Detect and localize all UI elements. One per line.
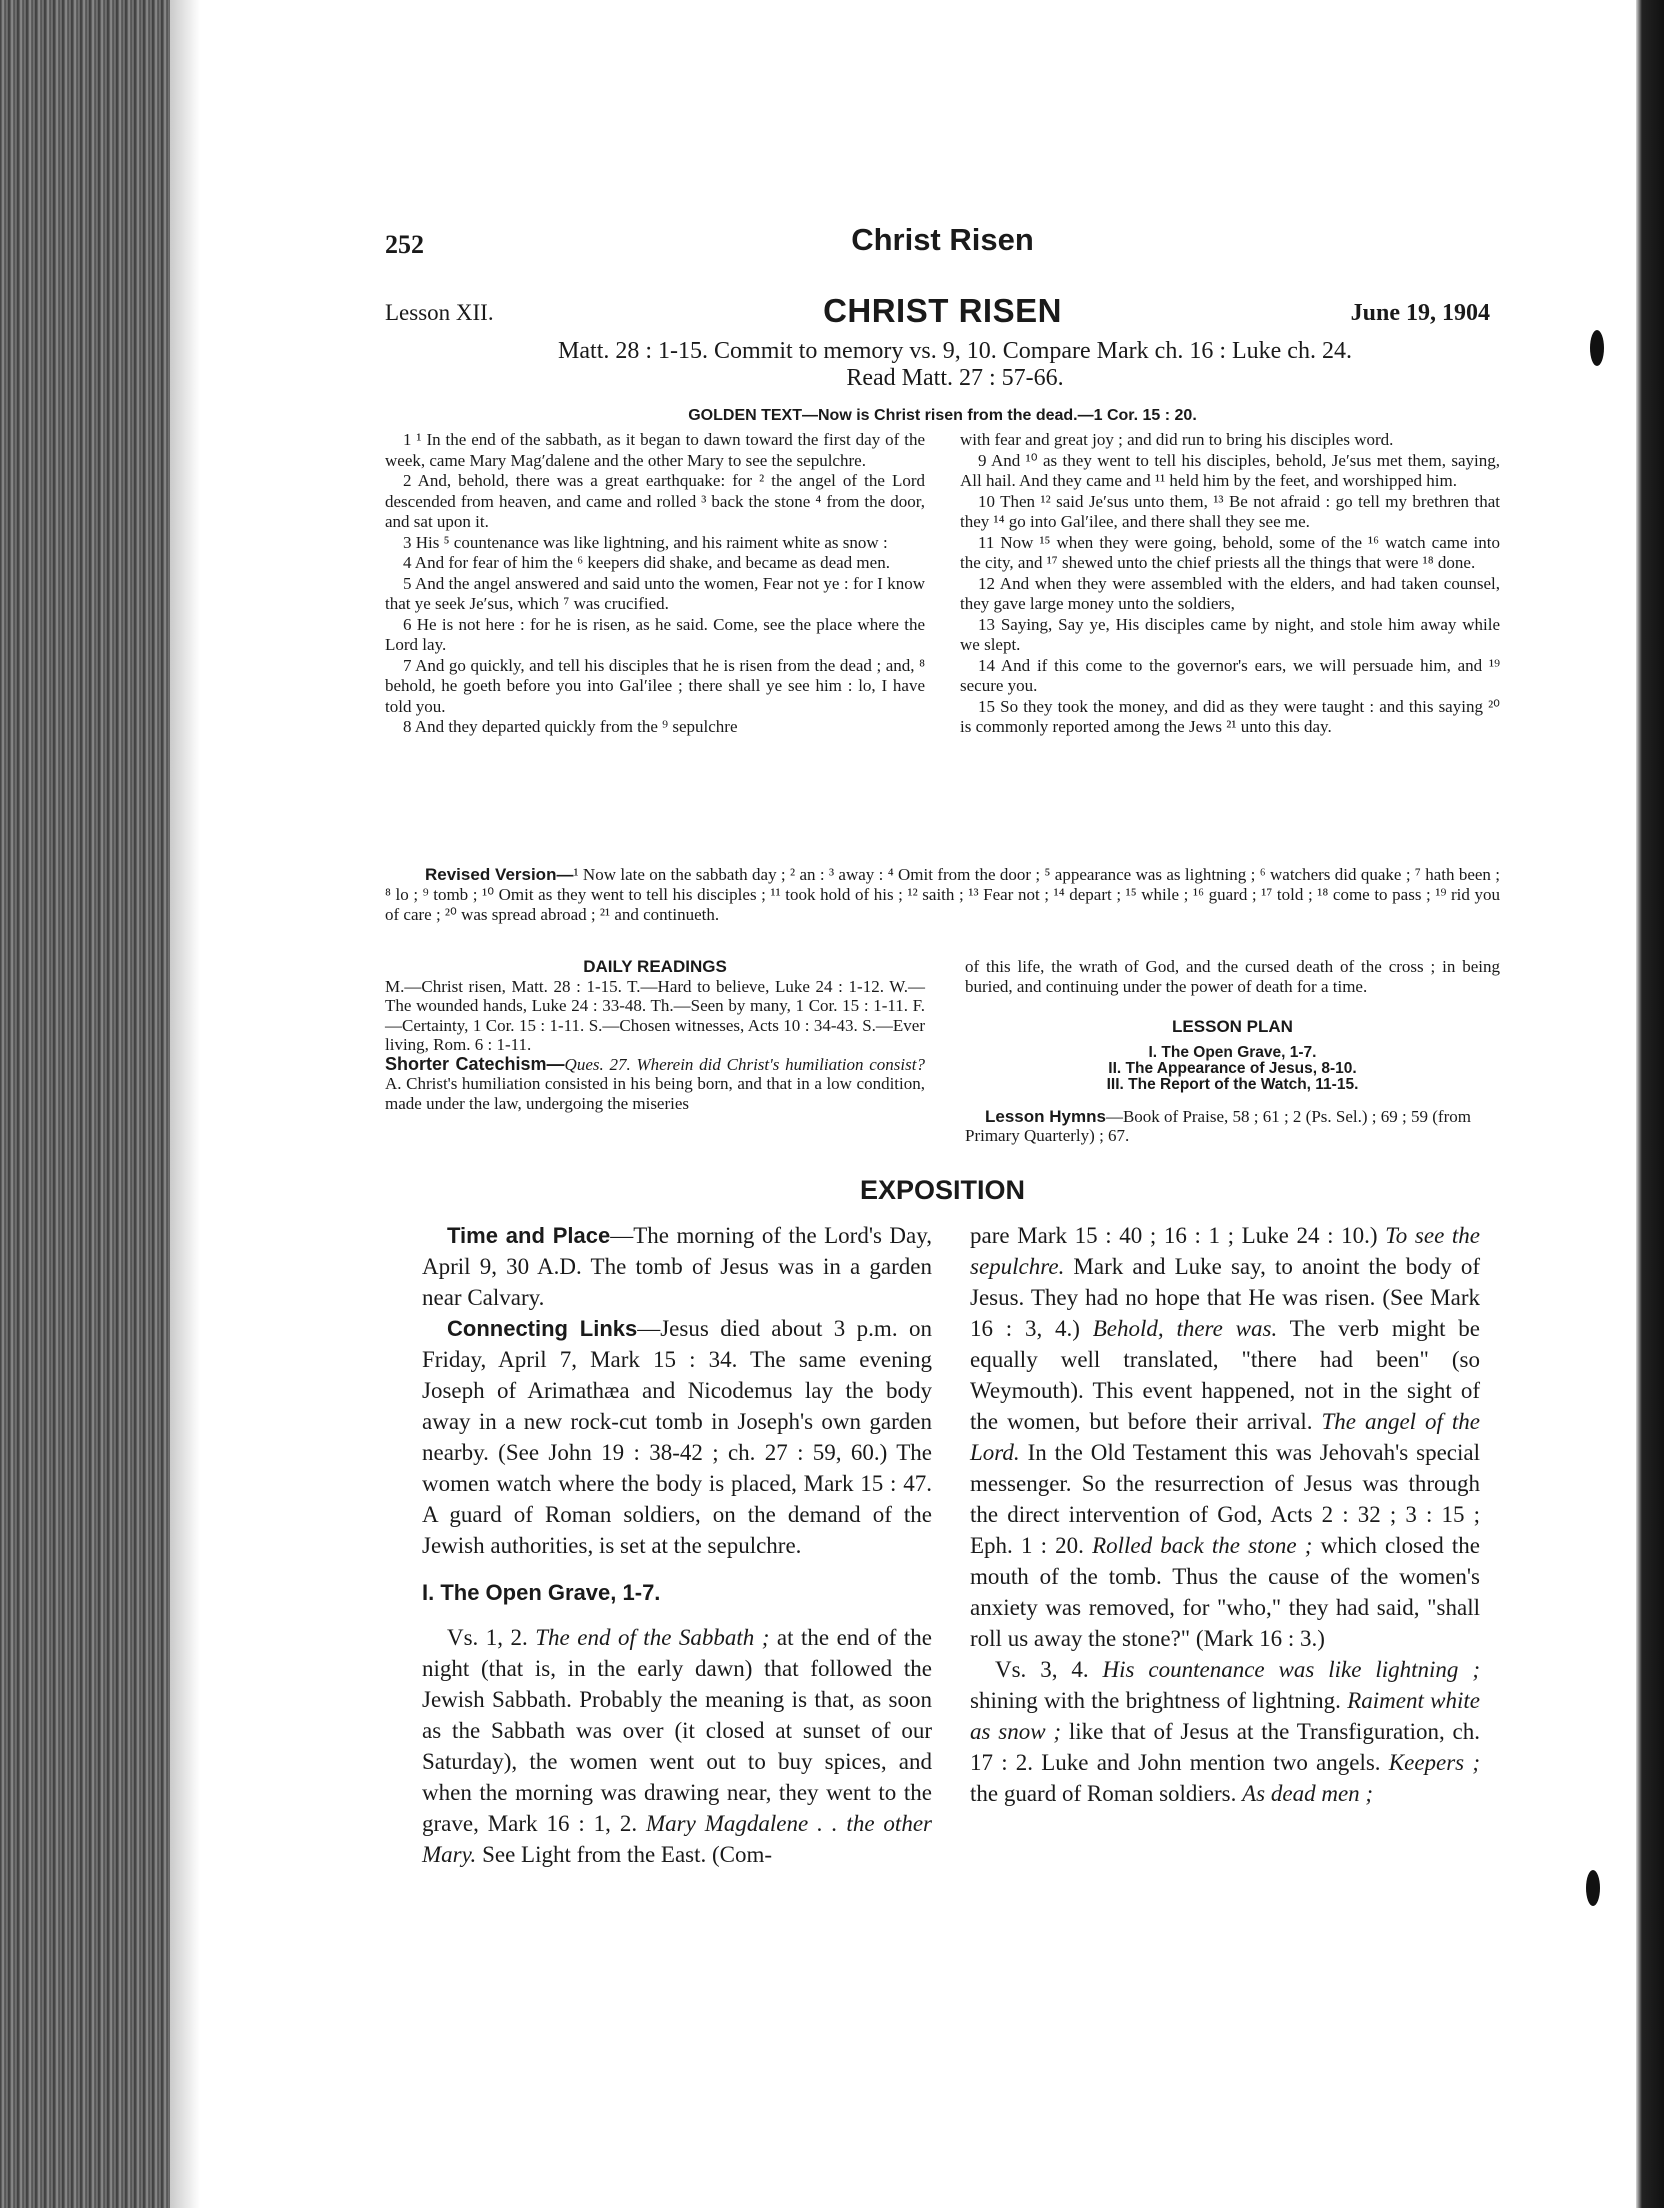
quoted-phrase: Rolled back the stone ; <box>1092 1533 1313 1558</box>
comment-text: The verb might be equally well translated, "there had been" (so Weymouth). This event happened, not in the sight of the women, but before their arrival. <box>970 1316 1480 1434</box>
facing-page-edge <box>1636 0 1664 2208</box>
exposition-right-column <box>970 1220 1480 1809</box>
hymns-label: Lesson Hymns <box>985 1107 1106 1126</box>
links-text: —Jesus died about 3 p.m. on Friday, April 7, Mark 15 : 34. The same evening Joseph of Arimathæa and Nicodemus lay the body away in a new rock-cut tomb in Joseph's own garden nearby. (See John 19 : 38-42 ; ch. 27 : 59, 60.) The women watch where the body is placed, Mark 15 : 47. A guard of Roman soldiers, on the demand of the Jewish authorities, is set at the sepulchre. <box>422 1316 932 1558</box>
verse: 15 So they took the money, and did as they were taught : and this saying ²⁰ is commonly reported among the Jews ²¹ unto this day. <box>960 696 1500 736</box>
scripture-reference <box>440 338 1470 392</box>
verse: 14 And if this come to the governor's ears, we will persuade him, and ¹⁹ secure you. <box>960 655 1500 695</box>
time-text: —The morning of the Lord's Day, April 9, 30 A.D. The tomb of Jesus was in a garden near Calvary. <box>422 1223 932 1310</box>
verse-ref: Vs. 3, 4. <box>995 1657 1103 1682</box>
quoted-phrase: To see the sepulchre. <box>970 1223 1480 1279</box>
verse: 7 And go quickly, and tell his disciples that he is risen from the dead ; and, ⁸ behold, he goeth before you into Gal′ilee ; there shall ye see him : lo, I have told you. <box>385 655 925 716</box>
links-label: Connecting Links <box>447 1316 638 1341</box>
comment-text: which closed the mouth of the tomb. Thus the cause of the women's anxiety was removed, for "who," they had said, "shall roll us away the stone?" (Mark 16 : 3.) <box>970 1533 1480 1651</box>
binding-hole-top <box>1590 330 1604 366</box>
revised-version-label: Revised Version— <box>425 865 574 884</box>
exposition-left-column <box>422 1220 932 1870</box>
comment-text: Mark and Luke say, to anoint the body of Jesus. They had no hope that He was risen. (See Mark 16 : 3, 4.) <box>970 1254 1480 1341</box>
verse: 10 Then ¹² said Je′sus unto them, ¹³ Be not afraid : go tell my brethren that they ¹⁴ go into Gal′ilee, and there shall they see me. <box>960 491 1500 531</box>
shorter-catechism <box>385 1055 925 1114</box>
verses-1-2-comment <box>422 1622 932 1870</box>
verse-ref: Vs. 1, 2. <box>447 1625 536 1650</box>
daily-readings-heading: DAILY READINGS <box>583 957 727 976</box>
quoted-phrase: Behold, there was. <box>1092 1316 1278 1341</box>
quoted-phrase: Raiment white as snow ; <box>970 1688 1480 1744</box>
catechism-label: Shorter Catechism— <box>385 1053 565 1074</box>
running-head <box>385 220 1500 260</box>
comment-text: like that of Jesus at the Transfiguration, ch. 17 : 2. Luke and John mention two angels. <box>970 1719 1480 1775</box>
quoted-phrase: As dead men ; <box>1242 1781 1374 1806</box>
comment-text: shining with the brightness of lightning. <box>970 1688 1348 1713</box>
binding-hole-bottom <box>1586 1870 1600 1906</box>
catechism-question: Ques. 27. Wherein did Christ's humiliation consist? <box>564 1054 925 1074</box>
verses-right-column <box>960 430 1500 738</box>
lesson-plan-item: II. The Appearance of Jesus, 8-10. <box>1108 1060 1357 1077</box>
comment-text: See Light from the East. (Com- <box>476 1842 773 1867</box>
lesson-hymns <box>965 1107 1500 1145</box>
verse: 6 He is not here : for he is risen, as he said. Come, see the place where the Lord lay. <box>385 614 925 654</box>
catechism-answer: A. Christ's humiliation consisted in his being born, and that in a low condition, made under the law, undergoing the miseries <box>385 1074 925 1113</box>
verse: 2 And, behold, there was a great earthquake: for ² the angel of the Lord descended from heaven, and came and rolled ³ back the stone ⁴ from the door, and sat upon it. <box>385 471 925 531</box>
lesson-plan-item: III. The Report of the Watch, 11-15. <box>1106 1076 1359 1093</box>
verse: 3 His ⁵ countenance was like lightning, and his raiment white as snow : <box>403 532 888 552</box>
daily-readings-text: M.—Christ risen, Matt. 28 : 1-15. T.—Hard to believe, Luke 24 : 1-12. W.—The wounded hands, Luke 24 : 33-48. Th.—Seen by many, 1 Cor. 15 : 1-11. F.—Certainty, 1 Cor. 15 : 1-11. S.—Chosen witnesses, Acts 10 : 34-43. S.—Ever living, Rom. 6 : 1-11. <box>385 976 925 1054</box>
scripture-line-2: Read Matt. 27 : 57-66. <box>846 365 1064 391</box>
daily-readings <box>385 957 925 1113</box>
book-page-edges <box>0 0 170 2208</box>
revised-version-text: ¹ Now late on the sabbath day ; ² an : ³ away : ⁴ Omit from the door ; ⁵ appearance was as lightning ; ⁶ watchers did quake ; ⁷ hath been ; ⁸ lo ; ⁹ tomb ; ¹⁰ Omit as they went to tell his disciples ; ¹¹ took hold of his ; ¹² saith ; ¹³ Fear not ; ¹⁴ depart ; ¹⁵ while ; ¹⁶ guard ; ¹⁷ told ; ¹⁸ come to pass ; ¹⁹ rid you of care ; ²⁰ was spread abroad ; ²¹ and continueth. <box>385 865 1501 924</box>
comment-text: In the Old Testament this was Jehovah's special messenger. So the resurrection of Jesus was through the direct intervention of God, Acts 2 : 32 ; 3 : 15 ; Eph. 1 : 20. <box>970 1440 1480 1558</box>
golden-text: GOLDEN TEXT—Now is Christ risen from the dead.—1 Cor. 15 : 20. <box>688 407 1197 424</box>
lesson-plan-heading: LESSON PLAN <box>1172 1017 1293 1036</box>
comment-text: at the end of the night (that is, in the early dawn) that followed the Jewish Sabbath. Probably the meaning is that, as soon as the Sabbath was over (it closed at sunset of our Saturday), the women went out to buy spices, and when the morning was drawing near, they went to the grave, Mark 16 : 1, 2. <box>422 1625 933 1836</box>
hymns-text: —Book of Praise, 58 ; 61 ; 2 (Ps. Sel.) ; 69 ; 59 (from Primary Quarterly) ; 67. <box>965 1107 1471 1145</box>
comment-text: the guard of Roman soldiers. <box>970 1781 1243 1806</box>
revised-version <box>385 865 1500 925</box>
quoted-phrase: The angel of the Lord. <box>970 1409 1480 1465</box>
lesson-plan <box>965 1017 1500 1145</box>
lesson-date: June 19, 1904 <box>1350 300 1490 326</box>
exposition-heading: EXPOSITION <box>859 1175 1026 1205</box>
time-label: Time and Place <box>447 1223 611 1248</box>
verse: 4 And for fear of him the ⁶ keepers did shake, and became as dead men. <box>403 553 890 572</box>
comment-text: pare Mark 15 : 40 ; 16 : 1 ; Luke 24 : 10.) <box>970 1223 1386 1248</box>
verse: 8 And they departed quickly from the ⁹ sepulchre <box>403 717 738 736</box>
quoted-phrase: Mary Magdalene . . the other Mary. <box>422 1811 932 1867</box>
lesson-plan-item: I. The Open Grave, 1-7. <box>1148 1044 1317 1061</box>
page-number: 252 <box>385 230 424 259</box>
lesson-header <box>385 292 1500 332</box>
verse: 12 And when they were assembled with the elders, and had taken counsel, they gave large money unto the soldiers, <box>960 573 1500 613</box>
running-title: Christ Risen <box>851 222 1034 257</box>
catechism-continued: of this life, the wrath of God, and the cursed death of the cross ; in being buried, and continuing under the power of death for a time. <box>965 957 1500 996</box>
section-heading: I. The Open Grave, 1-7. <box>422 1580 661 1605</box>
verse: 5 And the angel answered and said unto the women, Fear not ye : for I know that ye seek Je′sus, which ⁷ was crucified. <box>385 573 925 613</box>
verse: 9 And ¹⁰ as they went to tell his disciples, behold, Je′sus met them, saying, All hail. And they came and ¹¹ held him by the feet, and worshipped him. <box>960 450 1500 490</box>
verse: 13 Saying, Say ye, His disciples came by night, and stole him away while we slept. <box>960 614 1500 654</box>
verses-left-column <box>385 430 925 738</box>
lesson-number: Lesson XII. <box>385 300 494 325</box>
verses-3-4-comment <box>970 1654 1480 1809</box>
time-and-place <box>422 1220 932 1313</box>
verse: 11 Now ¹⁵ when they were going, behold, some of the ¹⁶ watch came into the city, and ¹⁷ shewed unto the chief priests all the things that were ¹⁸ done. <box>960 532 1500 572</box>
quoted-phrase: His countenance was like lightning ; <box>1102 1657 1480 1682</box>
comment-continued <box>970 1220 1480 1654</box>
verse: 1 ¹ In the end of the sabbath, as it began to dawn toward the first day of the week, came Mary Mag′dalene and the other Mary to see the sepulchre. <box>385 430 925 470</box>
connecting-links <box>422 1313 932 1561</box>
verse: with fear and great joy ; and did run to bring his disciples word. <box>960 430 1394 449</box>
quoted-phrase: The end of the Sabbath ; <box>535 1625 770 1650</box>
lesson-title: CHRIST RISEN <box>823 292 1062 329</box>
scripture-line-1: Matt. 28 : 1-15. Commit to memory vs. 9, 10. Compare Mark ch. 16 : Luke ch. 24. <box>558 338 1352 364</box>
quoted-phrase: Keepers ; <box>1388 1750 1480 1775</box>
